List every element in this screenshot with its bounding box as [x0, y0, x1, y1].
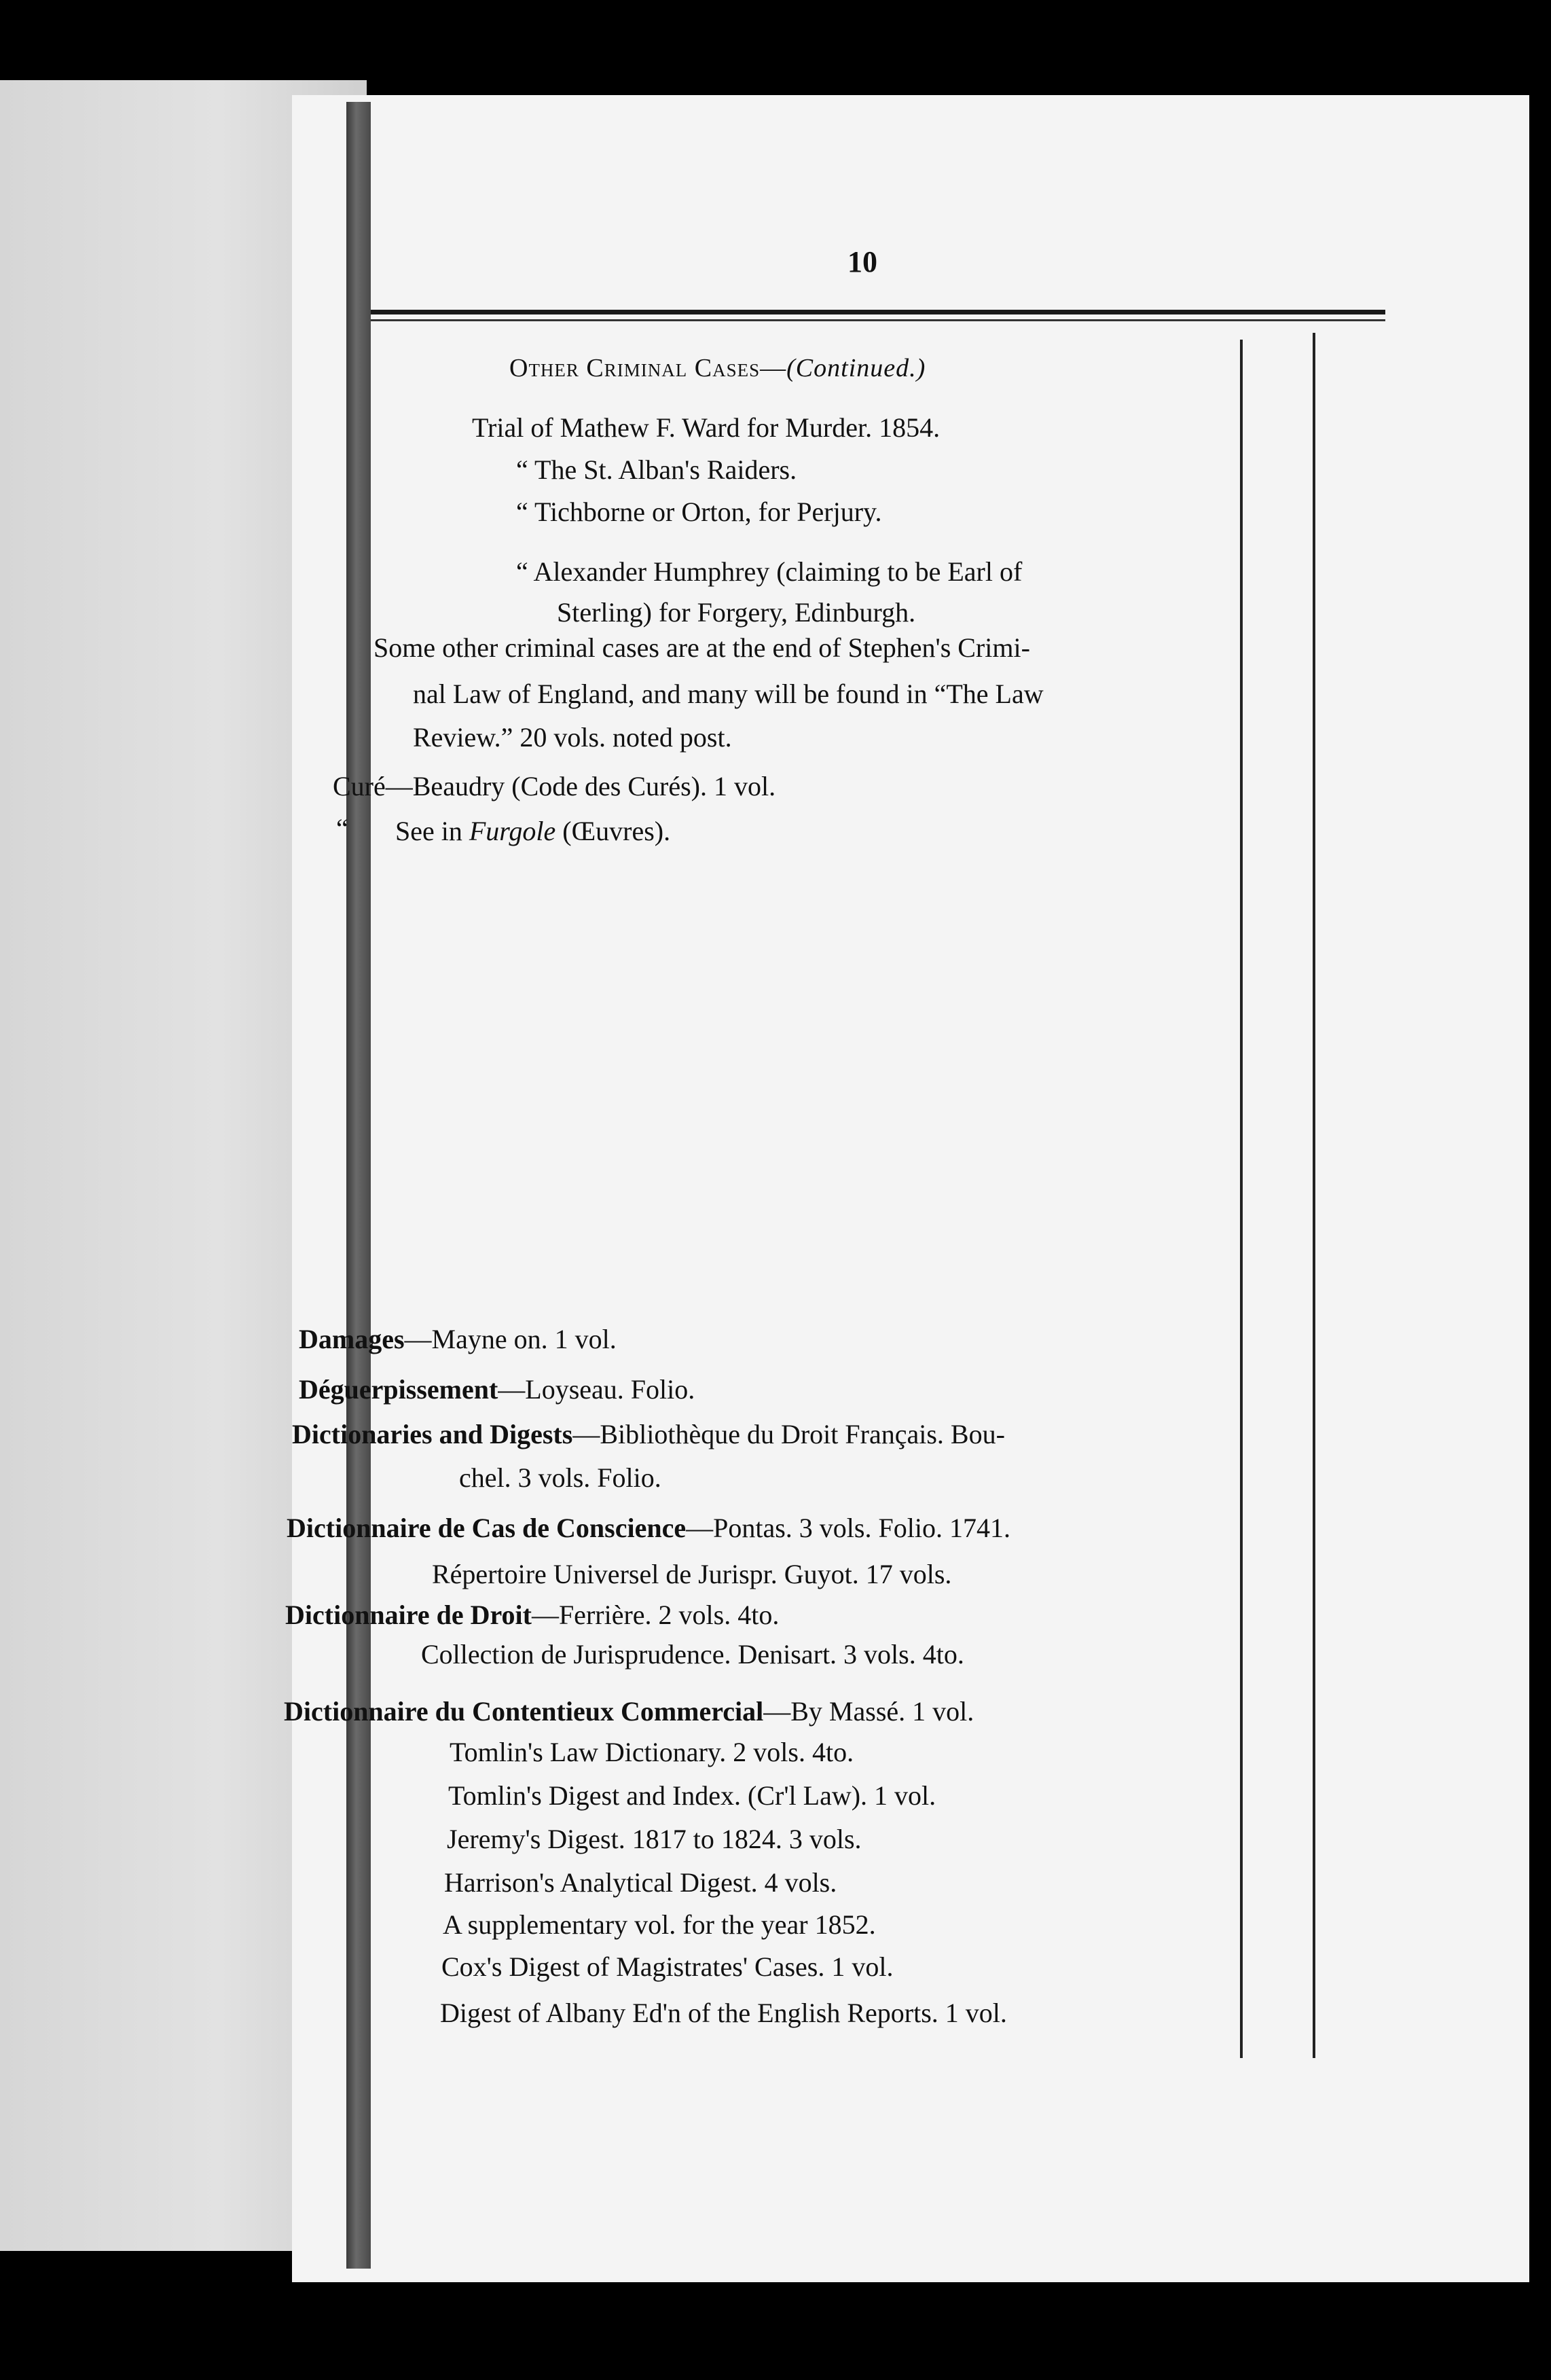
entry-line: Jeremy's Digest. 1817 to 1824. 3 vols.: [447, 1824, 862, 1854]
entry-text: See in: [395, 816, 469, 846]
entry-line: [287, 1512, 1010, 1545]
section-heading-continued: (Continued.): [786, 354, 926, 382]
binding-gutter: [346, 102, 371, 2269]
entry-line: “ Tichborne or Orton, for Perjury.: [516, 497, 882, 527]
entry-line: Curé—Beaudry (Code des Curés). 1 vol.: [333, 771, 776, 801]
entry-title: Dictionnaire du Contentieux Commercial: [284, 1696, 764, 1727]
entry-line: [285, 1599, 779, 1631]
entry-line: [292, 1418, 1005, 1451]
entry-line: [284, 1695, 974, 1728]
column-rule-right: [1313, 333, 1315, 2058]
entry-line: [395, 815, 670, 848]
entry-text: —Pontas. 3 vols. Folio. 1741.: [686, 1513, 1010, 1543]
entry-line: Digest of Albany Ed'n of the English Reports. 1 vol.: [440, 1998, 1007, 2028]
header-rule: [371, 310, 1385, 314]
entry-line: Sterling) for Forgery, Edinburgh.: [557, 597, 916, 628]
entry-title: Dictionaries and Digests: [292, 1419, 573, 1449]
entry-text: —Ferrière. 2 vols. 4to.: [531, 1600, 780, 1630]
entry-line: chel. 3 vols. Folio.: [459, 1462, 661, 1493]
column-rule-left: [1240, 340, 1243, 2058]
entry-text: —By Massé. 1 vol.: [763, 1696, 974, 1727]
entry-title: Dictionnaire de Cas de Conscience: [287, 1513, 687, 1543]
entry-line: Harrison's Analytical Digest. 4 vols.: [444, 1867, 837, 1898]
entry-italic: Furgole: [469, 816, 556, 846]
entry-line: [299, 1373, 695, 1406]
section-heading: [509, 352, 926, 384]
entry-text: (Œuvres).: [555, 816, 671, 846]
entry-title: Dictionnaire de Droit: [285, 1600, 532, 1630]
entry-text: —Mayne on. 1 vol.: [404, 1324, 617, 1354]
header-rule-thin: [371, 319, 1385, 321]
entry-line: A supplementary vol. for the year 1852.: [443, 1909, 876, 1940]
entry-line: “ Alexander Humphrey (claiming to be Earl of: [516, 556, 1023, 587]
entry-title: Damages: [299, 1324, 405, 1354]
entry-line: [299, 1323, 617, 1356]
entry-line: Répertoire Universel de Jurispr. Guyot. 17 vols.: [432, 1559, 952, 1589]
entry-line: Review.” 20 vols. noted post.: [413, 722, 732, 753]
ditto-mark: “: [336, 813, 348, 844]
entry-line: Trial of Mathew F. Ward for Murder. 1854.: [472, 412, 941, 443]
entry-line: Some other criminal cases are at the end of Stephen's Crimi-: [373, 632, 1030, 663]
section-heading-text: Other Criminal Cases—: [509, 354, 787, 382]
entry-title: Déguerpissement: [299, 1374, 498, 1405]
page-number: 10: [847, 245, 877, 278]
entry-line: Cox's Digest of Magistrates' Cases. 1 vol.: [441, 1951, 894, 1982]
entry-text: —Bibliothèque du Droit Français. Bou-: [572, 1419, 1005, 1449]
entry-line: nal Law of England, and many will be found in “The Law: [413, 679, 1044, 709]
entry-line: Tomlin's Law Dictionary. 2 vols. 4to.: [450, 1737, 854, 1767]
entry-line: Tomlin's Digest and Index. (Cr'l Law). 1 vol.: [448, 1780, 936, 1811]
entry-text: —Loyseau. Folio.: [498, 1374, 695, 1405]
entry-line: Collection de Jurisprudence. Denisart. 3 vols. 4to.: [421, 1639, 964, 1670]
entry-line: “ The St. Alban's Raiders.: [516, 454, 797, 485]
